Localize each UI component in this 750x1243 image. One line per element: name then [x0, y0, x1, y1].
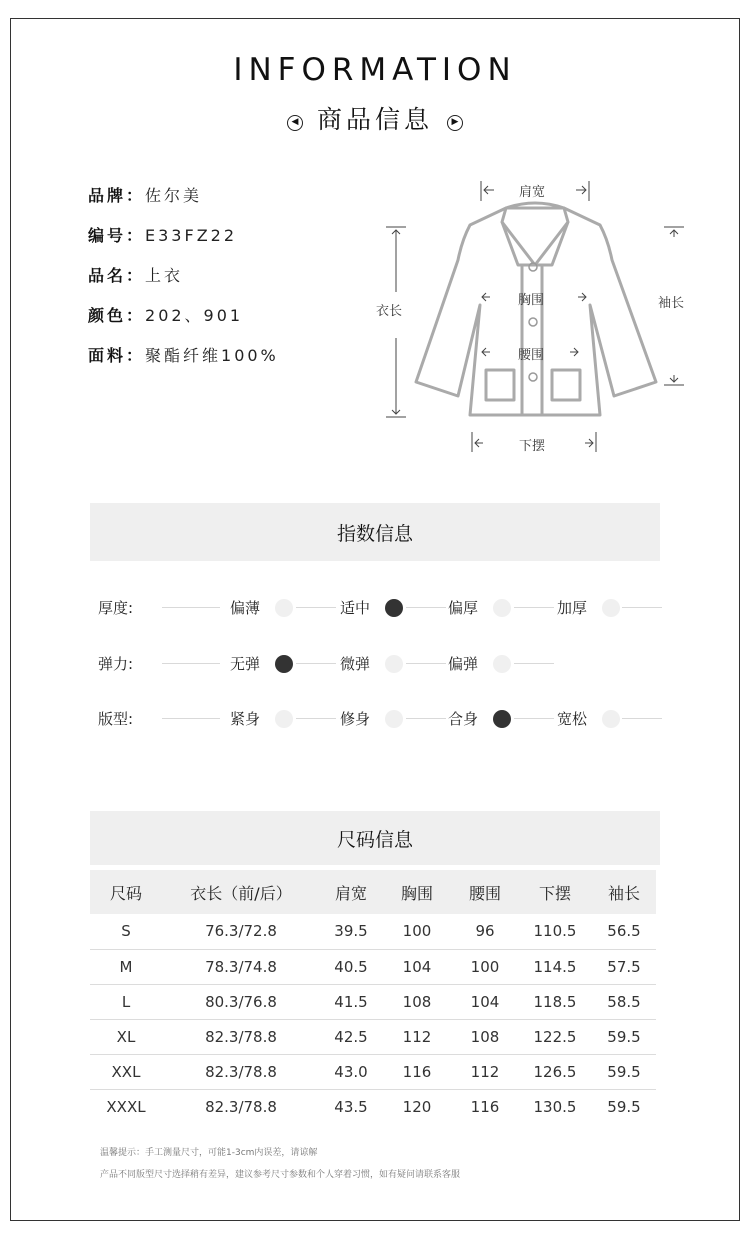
garment-diagram	[370, 170, 710, 470]
info-value: 聚酯纤维100%	[145, 346, 279, 365]
label-hem: 下摆	[519, 439, 546, 454]
option-dot	[385, 655, 403, 673]
label-sleeve: 袖长	[658, 296, 685, 311]
table-cell: 100	[382, 914, 452, 949]
divider	[162, 718, 220, 719]
table-cell: 57.5	[592, 949, 656, 984]
table-cell: 104	[452, 984, 518, 1019]
title-chinese	[0, 100, 750, 136]
info-key: 品牌：	[88, 186, 146, 205]
table-cell: 122.5	[518, 1019, 592, 1054]
option-dot	[275, 710, 293, 728]
column-header: 衣长（前/后）	[162, 870, 320, 914]
table-cell: 130.5	[533, 1097, 577, 1116]
divider	[514, 663, 554, 664]
table-cell: 76.3/72.8	[162, 914, 320, 949]
table-cell: 116	[470, 1097, 500, 1116]
info-row-name	[88, 263, 279, 303]
table-cell: 114.5	[518, 949, 592, 984]
option-dot-selected	[493, 710, 511, 728]
column-header: 下摆	[518, 870, 592, 914]
info-key: 面料：	[88, 346, 146, 365]
product-info-list	[88, 183, 279, 383]
table-cell: 82.3/78.8	[162, 1019, 320, 1054]
option-label: 修身	[340, 710, 371, 728]
label-shoulder: 肩宽	[519, 185, 546, 200]
column-header: 胸围	[382, 870, 452, 914]
table-cell: 110.5	[518, 914, 592, 949]
option-label: 加厚	[557, 599, 588, 617]
option-dot	[275, 599, 293, 617]
option-label: 紧身	[230, 710, 261, 728]
table-cell: 42.5	[320, 1019, 382, 1054]
table-cell: 82.3/78.8	[205, 1097, 277, 1116]
table-cell: 100	[452, 949, 518, 984]
table-row	[90, 1089, 656, 1124]
index-row-thickness	[98, 597, 668, 621]
info-key: 颜色：	[88, 306, 146, 325]
divider	[622, 718, 662, 719]
option-dot-selected	[275, 655, 293, 673]
table-cell: 118.5	[518, 984, 592, 1019]
option-dot	[602, 599, 620, 617]
divider	[296, 663, 336, 664]
size-table	[90, 870, 656, 1124]
table-cell: 116	[382, 1054, 452, 1089]
index-row-fit	[98, 708, 668, 732]
index-row-elasticity	[98, 653, 668, 677]
option-label: 微弹	[340, 655, 371, 673]
jacket-illustration	[370, 170, 710, 470]
divider	[406, 663, 446, 664]
info-value: 佐尔美	[145, 186, 203, 205]
index-row-label: 厚度:	[98, 599, 134, 617]
info-row-brand	[88, 183, 279, 223]
size-table-header	[90, 870, 656, 914]
table-cell: 82.3/78.8	[162, 1054, 320, 1089]
column-header: 肩宽	[320, 870, 382, 914]
option-dot	[385, 710, 403, 728]
table-cell: 108	[382, 984, 452, 1019]
table-cell: XXL	[90, 1054, 162, 1089]
info-row-fabric	[88, 343, 279, 383]
left-arrow-icon: ◀	[287, 115, 303, 131]
index-section-title: 指数信息	[90, 503, 660, 561]
option-label: 合身	[448, 710, 479, 728]
table-cell: 59.5	[592, 1054, 656, 1089]
info-value: 上衣	[145, 266, 184, 285]
divider	[406, 607, 446, 608]
label-length: 衣长	[376, 304, 403, 319]
option-dot	[602, 710, 620, 728]
divider	[162, 663, 220, 664]
label-chest: 胸围	[518, 293, 545, 308]
table-cell: 112	[382, 1019, 452, 1054]
note-fit-advice: 产品不同版型尺寸选择稍有差异，建议参考尺寸参数和个人穿着习惯，如有疑问请联系客服	[100, 1170, 461, 1180]
option-dot	[493, 599, 511, 617]
table-cell: 43.5	[334, 1097, 368, 1116]
table-cell: 39.5	[320, 914, 382, 949]
info-key: 品名：	[88, 266, 146, 285]
option-label: 宽松	[557, 710, 588, 728]
table-row	[90, 1019, 656, 1054]
table-cell: 56.5	[592, 914, 656, 949]
table-cell: XL	[90, 1019, 162, 1054]
divider	[296, 718, 336, 719]
info-key: 编号：	[88, 226, 146, 245]
index-row-label: 弹力:	[98, 655, 134, 673]
info-row-code	[88, 223, 279, 263]
table-cell: 78.3/74.8	[162, 949, 320, 984]
option-label: 适中	[340, 599, 371, 617]
table-cell: 59.5	[592, 1019, 656, 1054]
right-arrow-icon: ▶	[447, 115, 463, 131]
size-section-title: 尺码信息	[90, 811, 660, 865]
table-cell: 126.5	[518, 1054, 592, 1089]
option-label: 偏弹	[448, 655, 479, 673]
option-label: 无弹	[230, 655, 261, 673]
divider	[296, 607, 336, 608]
table-cell: 120	[402, 1097, 432, 1116]
option-dot-selected	[385, 599, 403, 617]
column-header: 袖长	[592, 870, 656, 914]
table-cell: 104	[382, 949, 452, 984]
table-cell: 59.5	[607, 1097, 641, 1116]
table-row	[90, 914, 656, 949]
option-label: 偏薄	[230, 599, 261, 617]
table-cell: 41.5	[320, 984, 382, 1019]
option-dot	[493, 655, 511, 673]
table-cell: XXXL	[106, 1097, 146, 1116]
table-cell: 112	[452, 1054, 518, 1089]
title-english: INFORMATION	[233, 52, 517, 88]
table-row	[90, 984, 656, 1019]
table-cell: 108	[452, 1019, 518, 1054]
column-header: 腰围	[452, 870, 518, 914]
divider	[406, 718, 446, 719]
index-row-label: 版型:	[98, 710, 134, 728]
table-cell: M	[90, 949, 162, 984]
label-waist: 腰围	[518, 348, 545, 363]
info-value: 202、901	[145, 306, 244, 325]
column-header: 尺码	[90, 870, 162, 914]
option-label: 偏厚	[448, 599, 479, 617]
divider	[514, 718, 554, 719]
info-value: E33FZ22	[145, 226, 238, 245]
divider	[162, 607, 220, 608]
table-cell: 58.5	[592, 984, 656, 1019]
table-cell: 96	[452, 914, 518, 949]
table-cell: 43.0	[320, 1054, 382, 1089]
title-chinese-text: 商品信息	[316, 105, 433, 134]
table-row	[90, 1054, 656, 1089]
divider	[622, 607, 662, 608]
table-cell: L	[90, 984, 162, 1019]
table-row	[90, 949, 656, 984]
note-measurement: 温馨提示：手工测量尺寸，可能1-3cm内误差，请谅解	[100, 1148, 318, 1158]
table-cell: 80.3/76.8	[162, 984, 320, 1019]
table-cell: 40.5	[320, 949, 382, 984]
divider	[514, 607, 554, 608]
info-row-color	[88, 303, 279, 343]
table-cell: S	[90, 914, 162, 949]
